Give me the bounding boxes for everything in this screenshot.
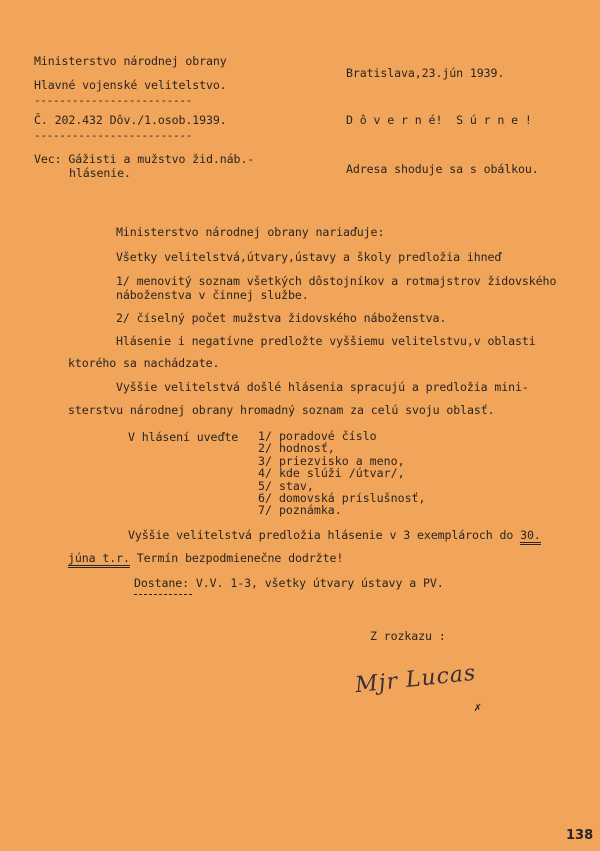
list-item: 4/ kde slúži /útvar/, — [258, 466, 405, 481]
distribution-list: Dostane: V.V. 1-3, všetky útvary ústavy a PV. — [134, 576, 444, 590]
list-item: 3/ priezvisko a meno, — [258, 453, 405, 468]
place-and-date: Bratislava,23.jún 1939. — [346, 66, 505, 80]
point-1-line-2: náboženstva v činnej službe. — [116, 288, 309, 302]
subject-line-1: Vec: Gážisti a mužstvo žid.náb.- — [34, 152, 255, 166]
pen-mark: ✗ — [474, 700, 482, 714]
distribution-underline — [134, 594, 192, 595]
order-text: Všetky velitelstvá,útvary,ústavy a školy predložia ihneď — [116, 250, 502, 264]
point-2: 2/ číselný počet mužstva židovského náboženstva. — [116, 311, 447, 325]
by-order-label: Z rozkazu : — [370, 629, 446, 643]
list-item: 2/ hodnosť, — [258, 441, 335, 456]
header-separator: ------------------------- — [34, 94, 193, 107]
ministry-name: Ministerstvo národnej obrany — [34, 54, 227, 68]
higher-command-line-2: sterstvu národnej obrany hromadný soznam za celú svoju oblasť. — [68, 403, 495, 417]
deadline-text: Vyššie velitelstvá predložia hlásenie v 3 exemplároch do — [128, 528, 521, 542]
subject-line-2: hlásenie. — [69, 166, 131, 180]
report-items-list — [258, 430, 426, 517]
address-note: Adresa shoduje sa s obálkou. — [346, 162, 539, 176]
archive-number: 138 — [566, 828, 594, 843]
list-item: 7/ poznámka. — [258, 503, 342, 518]
point-1-line-1: 1/ menovitý soznam všetkých dôstojníkov a rotmajstrov židovského — [116, 274, 557, 288]
signature: Mjr Lucas — [354, 660, 478, 699]
deadline-day: 30. — [520, 528, 541, 545]
order-intro: Ministerstvo národnej obrany nariaďuje: — [116, 225, 385, 239]
list-item: 6/ domovská príslušnosť, — [258, 491, 426, 506]
report-intro: V hlásení uveďte — [128, 430, 239, 444]
reference-number: Č. 202.432 Dôv./1.osob.1939. — [34, 113, 227, 127]
list-item: 5/ stav, — [258, 478, 314, 493]
reference-separator: ------------------------- — [34, 129, 193, 142]
deadline-line-1 — [128, 528, 541, 542]
higher-command-line-1: Vyššie velitelstvá došlé hlásenia spracujú a predložia mini- — [116, 380, 529, 394]
deadline-text-2: Termín bezpodmienečne dodržte! — [129, 551, 344, 565]
command-name: Hlavné vojenské velitelstvo. — [34, 78, 227, 92]
deadline-month: júna t.r. — [68, 551, 130, 568]
classification-mark: D ô v e r n é! S ú r n e ! — [346, 113, 532, 127]
deadline-line-2 — [68, 551, 343, 565]
negative-report-line-1: Hlásenie i negatívne predložte vyššiemu velitelstvu,v oblasti — [116, 334, 536, 348]
list-item: 1/ poradové číslo — [258, 429, 377, 443]
negative-report-line-2: ktorého sa nachádzate. — [68, 356, 220, 370]
